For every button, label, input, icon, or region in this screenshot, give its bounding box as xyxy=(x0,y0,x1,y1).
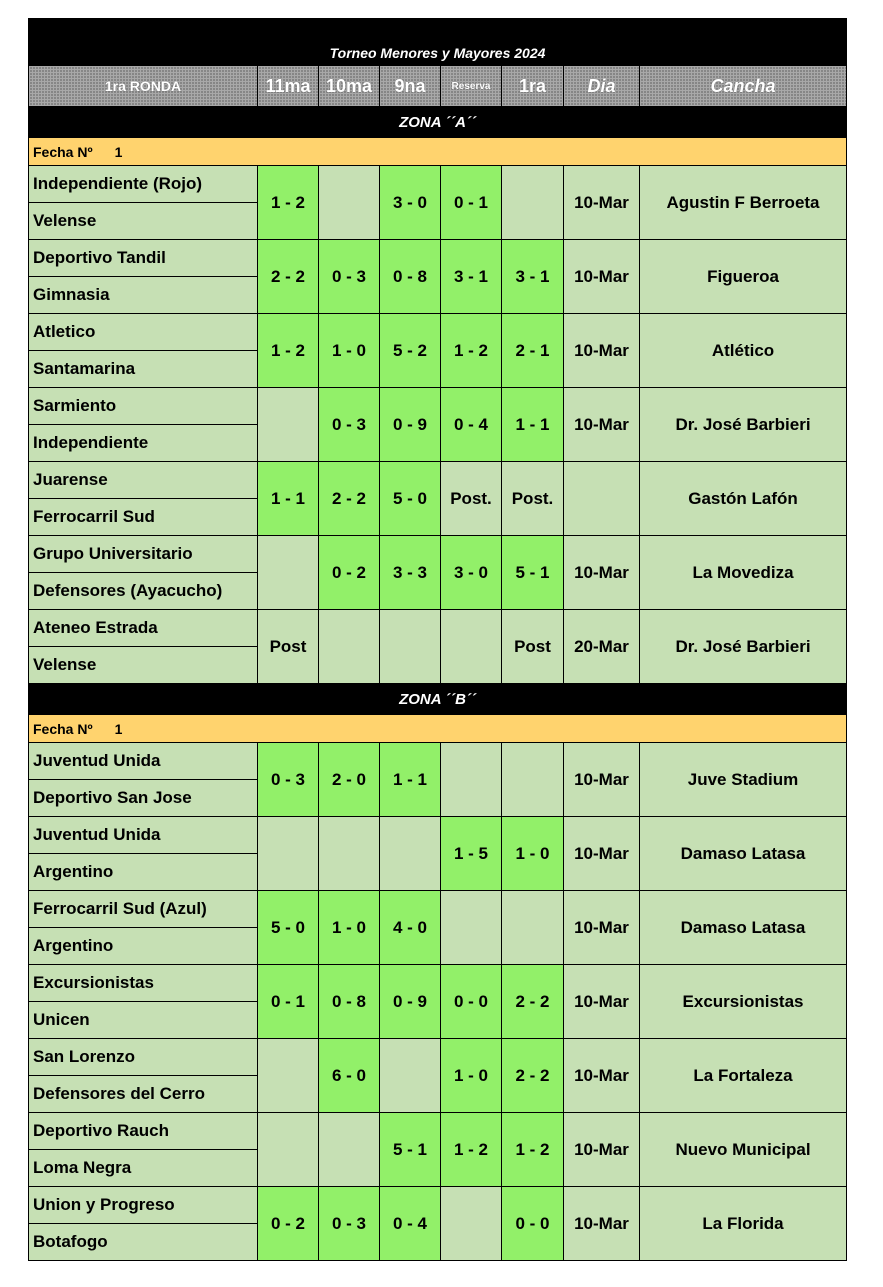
score-cell: 6 - 0 xyxy=(319,1039,380,1113)
score-cell: 1 - 1 xyxy=(502,388,564,462)
home-team: Sarmiento xyxy=(29,388,258,425)
score-cell: 1 - 0 xyxy=(319,314,380,388)
match-date: 10-Mar xyxy=(564,743,640,817)
match-venue: La Fortaleza xyxy=(640,1039,847,1113)
score-cell xyxy=(258,536,319,610)
fecha-label: Fecha Nº xyxy=(33,143,93,160)
away-team: Gimnasia xyxy=(29,277,258,314)
match-row xyxy=(29,1187,847,1224)
match-row xyxy=(29,1039,847,1076)
match-row xyxy=(29,891,847,928)
score-cell: 1 - 2 xyxy=(441,314,502,388)
match-venue: Juve Stadium xyxy=(640,743,847,817)
away-team: Defensores del Cerro xyxy=(29,1076,258,1113)
score-cell xyxy=(258,388,319,462)
match-row xyxy=(29,314,847,351)
fecha-number: 1 xyxy=(114,143,123,160)
away-team: Botafogo xyxy=(29,1224,258,1261)
score-cell: 2 - 0 xyxy=(319,743,380,817)
match-venue: Agustin F Berroeta xyxy=(640,166,847,240)
score-cell xyxy=(258,1039,319,1113)
home-team: Ateneo Estrada xyxy=(29,610,258,647)
score-cell: 2 - 2 xyxy=(502,965,564,1039)
fixture-sheet xyxy=(28,18,846,1261)
header-col-reserva: Reserva xyxy=(441,66,502,107)
header-col-1ra: 1ra xyxy=(502,66,564,107)
match-row xyxy=(29,610,847,647)
score-cell: 1 - 2 xyxy=(441,1113,502,1187)
fecha-row xyxy=(29,715,847,743)
score-cell: 0 - 3 xyxy=(319,388,380,462)
score-cell: 0 - 3 xyxy=(319,240,380,314)
match-venue: La Movediza xyxy=(640,536,847,610)
header-col-9na: 9na xyxy=(380,66,441,107)
match-date: 10-Mar xyxy=(564,536,640,610)
away-team: Velense xyxy=(29,647,258,684)
match-row xyxy=(29,388,847,425)
fecha-label: Fecha Nº xyxy=(33,720,93,737)
home-team: San Lorenzo xyxy=(29,1039,258,1076)
zone-title: ZONA ´´B´´ xyxy=(29,684,847,715)
header-dia: Dia xyxy=(564,66,640,107)
score-cell: 0 - 4 xyxy=(441,388,502,462)
match-row xyxy=(29,536,847,573)
home-team: Deportivo Rauch xyxy=(29,1113,258,1150)
away-team: Unicen xyxy=(29,1002,258,1039)
score-cell: Post xyxy=(258,610,319,684)
score-cell: 1 - 0 xyxy=(441,1039,502,1113)
match-venue: Damaso Latasa xyxy=(640,891,847,965)
away-team: Ferrocarril Sud xyxy=(29,499,258,536)
home-team: Juventud Unida xyxy=(29,743,258,780)
score-cell: 1 - 2 xyxy=(258,314,319,388)
header-col-11ma: 11ma xyxy=(258,66,319,107)
match-date: 10-Mar xyxy=(564,1187,640,1261)
home-team: Atletico xyxy=(29,314,258,351)
match-date: 10-Mar xyxy=(564,965,640,1039)
match-venue: Excursionistas xyxy=(640,965,847,1039)
score-cell: 1 - 1 xyxy=(380,743,441,817)
match-date: 20-Mar xyxy=(564,610,640,684)
score-cell xyxy=(502,166,564,240)
score-cell xyxy=(380,817,441,891)
match-date: 10-Mar xyxy=(564,817,640,891)
score-cell: 3 - 0 xyxy=(380,166,441,240)
match-venue: Gastón Lafón xyxy=(640,462,847,536)
match-venue: Damaso Latasa xyxy=(640,817,847,891)
score-cell xyxy=(441,1187,502,1261)
score-cell: 0 - 1 xyxy=(441,166,502,240)
score-cell: 1 - 2 xyxy=(258,166,319,240)
score-cell: 0 - 9 xyxy=(380,965,441,1039)
score-cell xyxy=(319,166,380,240)
score-cell: 0 - 0 xyxy=(441,965,502,1039)
score-cell xyxy=(258,817,319,891)
score-cell: 1 - 2 xyxy=(502,1113,564,1187)
score-cell: 5 - 1 xyxy=(380,1113,441,1187)
home-team: Ferrocarril Sud (Azul) xyxy=(29,891,258,928)
home-team: Excursionistas xyxy=(29,965,258,1002)
fecha-number: 1 xyxy=(114,720,123,737)
match-row xyxy=(29,462,847,499)
match-venue: La Florida xyxy=(640,1187,847,1261)
match-date: 10-Mar xyxy=(564,1113,640,1187)
score-cell: 0 - 2 xyxy=(258,1187,319,1261)
score-cell: 0 - 3 xyxy=(319,1187,380,1261)
score-cell: 0 - 4 xyxy=(380,1187,441,1261)
fixture-table xyxy=(28,18,847,1261)
score-cell xyxy=(258,1113,319,1187)
away-team: Argentino xyxy=(29,854,258,891)
away-team: Loma Negra xyxy=(29,1150,258,1187)
match-venue: Dr. José Barbieri xyxy=(640,388,847,462)
match-row xyxy=(29,743,847,780)
match-date: 10-Mar xyxy=(564,388,640,462)
score-cell xyxy=(319,1113,380,1187)
match-venue: Figueroa xyxy=(640,240,847,314)
score-cell xyxy=(319,817,380,891)
score-cell: 3 - 1 xyxy=(502,240,564,314)
away-team: Independiente xyxy=(29,425,258,462)
match-venue: Dr. José Barbieri xyxy=(640,610,847,684)
home-team: Union y Progreso xyxy=(29,1187,258,1224)
fecha-row xyxy=(29,138,847,166)
score-cell: 0 - 1 xyxy=(258,965,319,1039)
score-cell: 3 - 0 xyxy=(441,536,502,610)
match-row xyxy=(29,240,847,277)
score-cell: 5 - 2 xyxy=(380,314,441,388)
score-cell: 1 - 0 xyxy=(319,891,380,965)
score-cell: 2 - 2 xyxy=(502,1039,564,1113)
home-team: Grupo Universitario xyxy=(29,536,258,573)
score-cell xyxy=(502,743,564,817)
home-team: Juarense xyxy=(29,462,258,499)
match-row xyxy=(29,166,847,203)
score-cell xyxy=(502,891,564,965)
score-cell: 0 - 9 xyxy=(380,388,441,462)
match-date: 10-Mar xyxy=(564,314,640,388)
score-cell: 0 - 8 xyxy=(319,965,380,1039)
score-cell: 0 - 3 xyxy=(258,743,319,817)
score-cell: 2 - 2 xyxy=(319,462,380,536)
score-cell xyxy=(441,743,502,817)
home-team: Deportivo Tandil xyxy=(29,240,258,277)
score-cell: 2 - 1 xyxy=(502,314,564,388)
header-cancha: Cancha xyxy=(640,66,847,107)
score-cell xyxy=(441,610,502,684)
match-venue: Atlético xyxy=(640,314,847,388)
match-row xyxy=(29,1113,847,1150)
score-cell: 0 - 8 xyxy=(380,240,441,314)
match-date xyxy=(564,462,640,536)
away-team: Defensores (Ayacucho) xyxy=(29,573,258,610)
score-cell: 5 - 0 xyxy=(258,891,319,965)
score-cell: 2 - 2 xyxy=(258,240,319,314)
score-cell: 0 - 2 xyxy=(319,536,380,610)
match-date: 10-Mar xyxy=(564,1039,640,1113)
score-cell: 0 - 0 xyxy=(502,1187,564,1261)
away-team: Deportivo San Jose xyxy=(29,780,258,817)
score-cell xyxy=(441,891,502,965)
home-team: Juventud Unida xyxy=(29,817,258,854)
match-date: 10-Mar xyxy=(564,240,640,314)
home-team: Independiente (Rojo) xyxy=(29,166,258,203)
score-cell xyxy=(380,1039,441,1113)
score-cell: 1 - 1 xyxy=(258,462,319,536)
score-cell: Post. xyxy=(441,462,502,536)
away-team: Velense xyxy=(29,203,258,240)
header-ronda: 1ra RONDA xyxy=(29,66,258,107)
match-row xyxy=(29,817,847,854)
match-date: 10-Mar xyxy=(564,166,640,240)
away-team: Argentino xyxy=(29,928,258,965)
away-team: Santamarina xyxy=(29,351,258,388)
match-venue: Nuevo Municipal xyxy=(640,1113,847,1187)
tournament-title: Torneo Menores y Mayores 2024 xyxy=(29,19,847,66)
match-row xyxy=(29,965,847,1002)
match-date: 10-Mar xyxy=(564,891,640,965)
score-cell: Post xyxy=(502,610,564,684)
score-cell: 1 - 0 xyxy=(502,817,564,891)
score-cell: Post. xyxy=(502,462,564,536)
score-cell: 5 - 0 xyxy=(380,462,441,536)
zone-title: ZONA ´´A´´ xyxy=(29,107,847,138)
score-cell: 5 - 1 xyxy=(502,536,564,610)
score-cell: 4 - 0 xyxy=(380,891,441,965)
score-cell: 3 - 1 xyxy=(441,240,502,314)
score-cell: 1 - 5 xyxy=(441,817,502,891)
header-col-10ma: 10ma xyxy=(319,66,380,107)
score-cell xyxy=(319,610,380,684)
score-cell: 3 - 3 xyxy=(380,536,441,610)
score-cell xyxy=(380,610,441,684)
